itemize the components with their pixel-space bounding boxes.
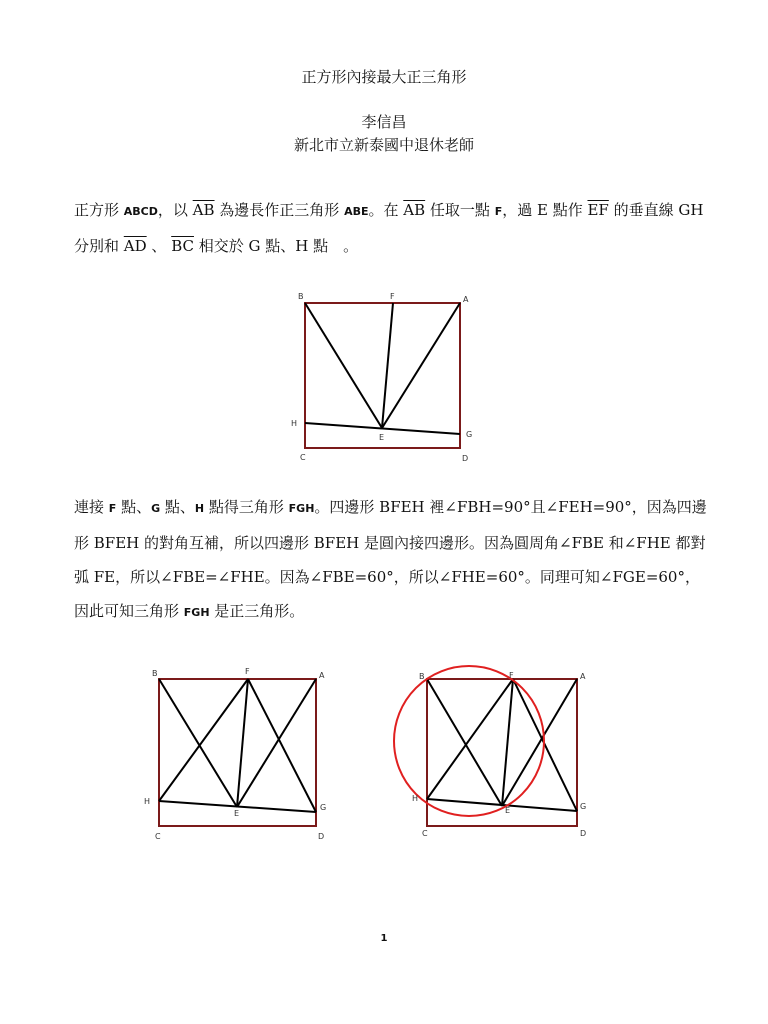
label-c: C (300, 453, 306, 462)
segment-ae (382, 303, 460, 428)
label-f: F (245, 667, 250, 676)
paragraph-2: 連接 F 點、G 點、H 點得三角形 FGH。四邊形 BFEH 裡∠FBH=90°且∠FEH=90°，因為四邊形 BFEH 的對角互補，所以四邊形 BFEH 是圓內接四邊形。因為圓周角∠FBE 和∠FHE 都對弧 FE，所以∠FBE=∠FHE。因為∠FBE=60°，所以∠FHE=60°。同理可知∠FGE=60°，因此可知三角形 FGH 是正三角形。 (74, 498, 707, 620)
label-d: D (462, 454, 469, 463)
author-affiliation: 新北市立新泰國中退休老師 (293, 136, 474, 154)
label-e: E (379, 433, 385, 442)
author-name: 李信昌 (361, 113, 407, 131)
label-f: F (509, 671, 514, 680)
segment-fe (237, 679, 248, 807)
segment-be (305, 303, 382, 428)
label-d: D (580, 829, 587, 838)
label-e: E (505, 806, 511, 815)
label-h: H (291, 419, 298, 428)
page-number: 1 (380, 933, 388, 944)
label-g: G (320, 803, 327, 812)
segment-fe (382, 303, 393, 428)
label-b: B (419, 672, 425, 681)
segment-be (427, 679, 502, 806)
figure-1 (285, 285, 485, 465)
figure-2 (140, 660, 340, 845)
label-h: H (412, 794, 419, 803)
label-f: F (390, 292, 395, 301)
page-title: 正方形內接最大正三角形 (301, 68, 467, 86)
label-e: E (234, 809, 240, 818)
segment-fh (427, 679, 513, 799)
label-b: B (298, 292, 304, 301)
segment-be (159, 679, 237, 807)
figure-3 (385, 655, 600, 845)
paragraph-1: 正方形 ABCD，以 $\overline{AB}$ 為邊長作正三角形 ABE。在 $\overline{AB}$ 任取一點 F，過 E 點作 $\overline{EF}$ 的垂直線 GH 分別和 $\overline{AD}$ 、 $\overline{BC}$ 相交於 G 點、H 點 。 (74, 201, 704, 255)
segment-fe (502, 679, 513, 806)
label-h: H (144, 797, 151, 806)
label-g: G (580, 802, 587, 811)
label-a: A (463, 295, 469, 304)
segment-fg (513, 679, 577, 811)
segment-fg (248, 679, 316, 812)
segment-fh (159, 679, 248, 801)
label-g: G (466, 430, 473, 439)
label-d: D (318, 832, 325, 841)
label-a: A (319, 671, 325, 680)
label-c: C (155, 832, 161, 841)
label-c: C (422, 829, 428, 838)
label-a: A (580, 672, 586, 681)
label-b: B (152, 669, 158, 678)
